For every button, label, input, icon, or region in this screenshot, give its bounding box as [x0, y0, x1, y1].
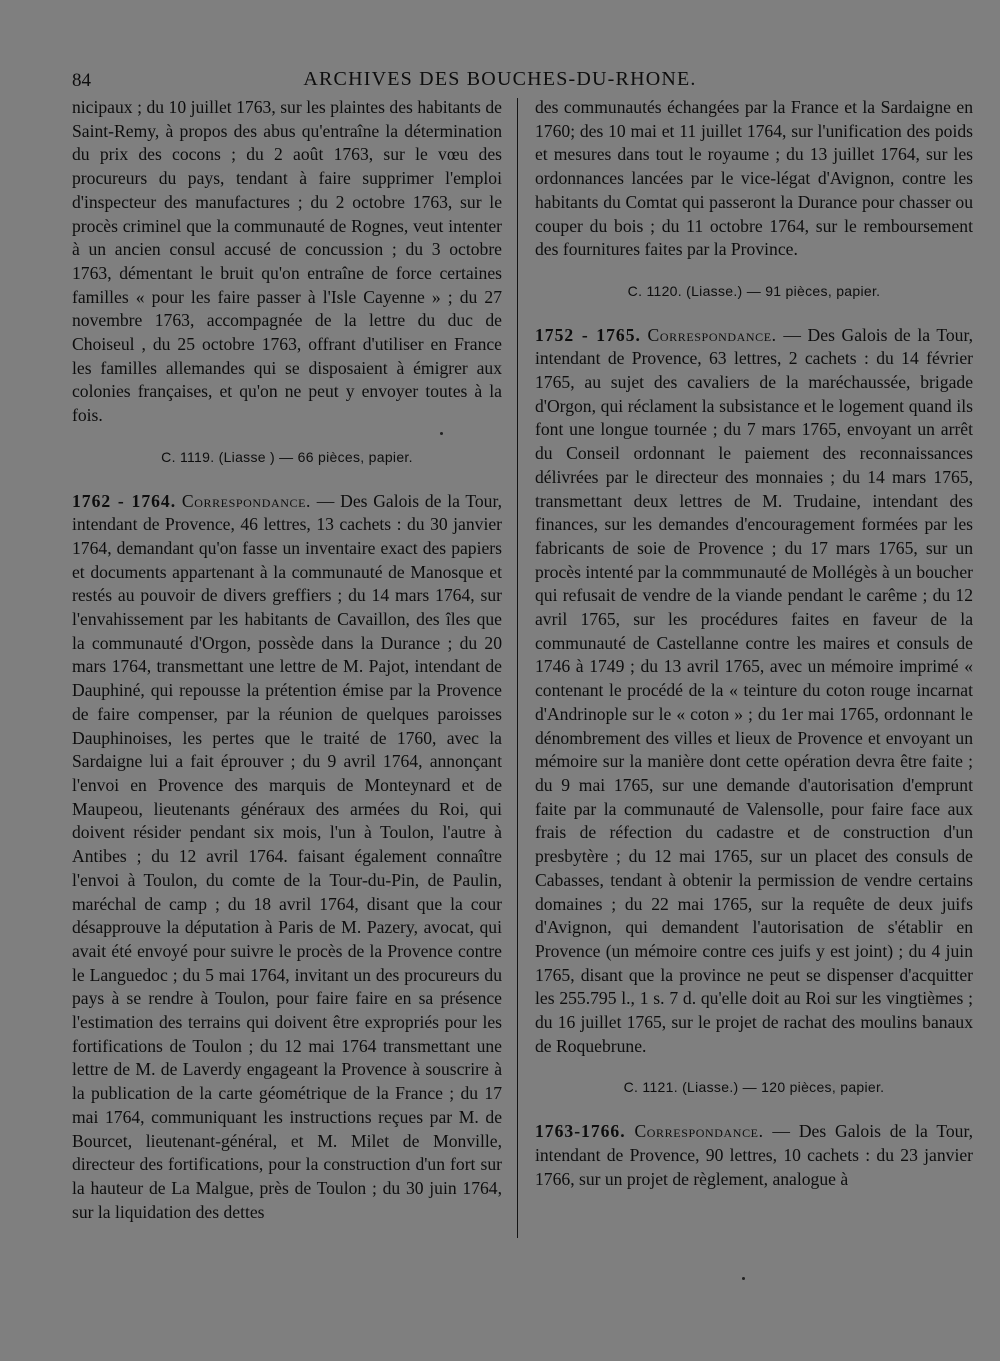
ink-speck [742, 1277, 745, 1280]
right-continuation-text: des communautés échangées par la France et la Sardaigne en 1760; des 10 mai et 11 juillet 1764, sur l'unification des poids et mesures dans tout le royaume ; du 13 juillet 1764, sur les ordonnances lancées par le vice-légat d'Avignon, contre les habitants du Comtat qui passeront la Durance pour chasser ou couper du bois ; du 11 octobre 1764, sur le remboursement des fournitures faites par la Province. [535, 97, 973, 260]
left-continuation-text: nicipaux ; du 10 juillet 1763, sur les plaintes des habitants de Saint-Remy, à propos des abus qu'entraîne la détermination du prix des cocons ; du 2 août 1763, sur le vœu des procureurs du pays, tendant à faire supprimer l'emploi d'inspecteur des manufactures ; du 2 octobre 1763, sur le procès criminel que la communauté de Rognes, veut intenter à un ancien consul accusé de concussion ; du 3 octobre 1763, démentant le bruit qu'on entraîne de force certaines familles « pour les faire passer à l'Isle Cayenne » ; du 27 novembre 1763, accompagnée de la lettre du duc de Choiseul , du 25 octobre 1763, offrant d'utiliser en France les familles allemandes qui se disposaient à émigrer aux colonies françaises, et qu'on ne peut y envoyer toutes à la fois. [72, 97, 502, 426]
entry-text: — Des Galois de la Tour, intendant de Provence, 46 lettres, 13 cachets : du 30 janvier 1764, demandant qu'on fasse un inventaire exact des papiers et documents appartenant à la communauté de Manosque et restés au pouvoir de divers greffiers ; du 14 mars 1764, sur l'envahissement par les habitants de Cavaillon, des îles que la communauté d'Orgon, possède dans la Durance ; du 20 mars 1764, transmettant une lettre de M. Pajot, intendant de Dauphiné, qui repousse la prétention émise par la Provence de faire compenser, par la réunion de quelques paroisses Dauphinoises, les pertes que le traité de 1760, avec la Sardaigne lui a fait éprouver ; du 9 avril 1764, annonçant l'envoi en Provence des marquis de Monteynard et de Maupeou, lieutenants généraux des armées du Roi, qui doivent résider pendant six mois, l'un à Toulon, l'autre à Antibes ; du 12 avril 1764. faisant également connaître l'envoi à Toulon, du comte de la Tour-du-Pin, de Paulin, maréchal de camp ; du 18 avril 1764, disant que la cour désapprouve la députation à Paris de M. Pazery, avocat, qui avait été envoyé pour suivre le procès de la Provence contre le Languedoc ; du 5 mai 1764, invitant un des procureurs du pays à se rendre à Toulon, pour faire faire en sa présence l'estimation des terrains qui doivent être expropriés pour les fortifications de Toulon ; du 12 mai 1764 transmettant une lettre de M. de Laverdy engageant la Provence à souscrire à la publication de la carte géométrique de la France ; du 17 mai 1764, communiquant les instructions reçues par M. de Bourcet, lieutenant-général, et M. Milet de Monville, directeur des fortifications, pour la construction d'un fort sur la hauteur de La Malgue, près de Toulon ; du 30 juin 1764, sur la liquidation des dettes [72, 490, 503, 1222]
entry-text: — Des Galois de la Tour, intendant de Provence, 63 lettres, 2 cachets : du 14 février 1765, au sujet des cavaliers de la maréchaussée, brigade d'Orgon, qui réclament la subsistance et le logement quand ils font une longue tournée ; du 7 mars 1765, envoyant un arrêt du Conseil ordonnant le paiement des reconnaissances délivrées par le directeur des monnaies ; du 14 mars 1765, transmettant deux lettres de M. Trudaine, intendant des finances, sur les demandes d'encouragement formées par les fabricants de soie de Provence ; du 17 mars 1765, sur un procès intenté par la commmunauté de Mollégès à un boucher qui refusait de vendre de la viande pendant le carême ; du 12 avril 1765, sur les procédures faites en faveur de la communauté de Castellanne contre les maires et consuls de 1746 à 1749 ; du 13 avril 1765, avec un mémoire imprimé « contenant le procédé de la « teinture du coton rouge incarnat d'Andrinople sur le « coton » ; du 1er mai 1765, ordonnant le dénombrement des villes et lieux de Provence et envoyant un mémoire sur la manière dont cette opération devra être faite ; du 9 mai 1765, sur une demande d'autorisation d'emprunt faite par la communauté de Valensolle, pour faire face aux frais de réfection du cadastre et de construction d'un presbytère ; du 12 mai 1765, sur un placet des consuls de Cabasses, tendant à obtenir la permission de vendre certains domaines ; du 22 mai 1765, sur la requête de deux juifs d'Avignon, qui demandent l'autorisation de s'établir en Provence (un mémoire contre ces juifs y est joint) ; du 4 juin 1765, disant que la province ne peut se dispenser d'acquitter les 255.795 l., 1 s. 7 d. qu'elle doit au Roi sur les vingtièmes ; du 16 juillet 1765, sur le projet de rachat des moulins banaux de Roquebrune. [535, 324, 974, 1056]
column-divider [517, 98, 518, 1238]
entry-text: — Des Galois de la Tour, intendant de Provence, 90 lettres, 10 cachets : du 23 janvier 1766, sur un projet de règlement, analogue à [535, 1121, 973, 1189]
page-number: 84 [72, 70, 91, 91]
entry-date-range: 1762 - 1764. [72, 490, 177, 511]
left-column [72, 96, 502, 1224]
running-title: ARCHIVES DES BOUCHES-DU-RHONE. [303, 68, 697, 90]
archive-reference: C. 1119. (Liasse ) — 66 pièces, papier. [161, 448, 413, 465]
entry-date-range: 1763-1766. [535, 1121, 626, 1142]
entry-heading: Correspondance. [634, 1121, 764, 1142]
archive-reference: C. 1121. (Liasse.) — 120 pièces, papier. [623, 1079, 885, 1096]
entry-heading: Correspondance. [647, 324, 777, 345]
archive-entry [535, 1120, 973, 1191]
archive-entry [72, 490, 502, 1225]
entry-date-range: 1752 - 1765. [535, 324, 641, 345]
right-column [535, 96, 973, 1191]
archive-entry [535, 324, 973, 1059]
entry-heading: Correspondance. [181, 490, 312, 511]
archive-reference: C. 1120. (Liasse.) — 91 pièces, papier. [627, 282, 881, 299]
ink-speck [440, 432, 443, 435]
